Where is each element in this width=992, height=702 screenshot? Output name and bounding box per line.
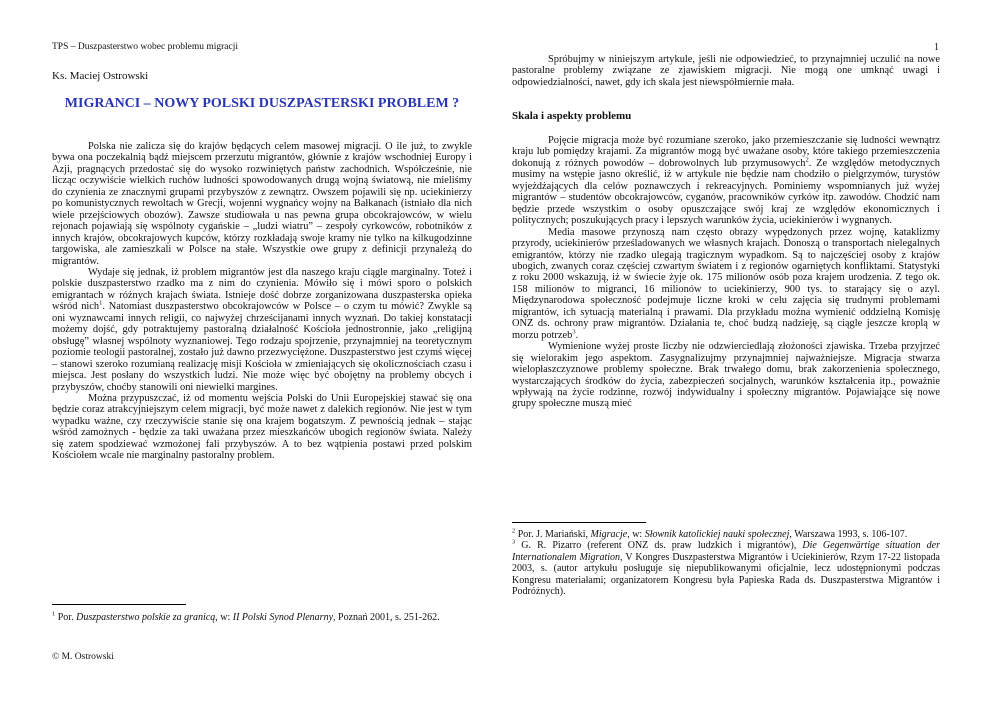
footnote-ref[interactable]: 1 bbox=[99, 299, 103, 307]
footnote-ref[interactable]: 2 bbox=[805, 156, 809, 164]
section-heading: Skala i aspekty problemu bbox=[512, 110, 632, 122]
text-run: . Natomiast duszpasterstwo obcokrajowców w Polsce – o czym tu mówić? Zwykle są oni wyznawcami innych religii, co najwyżej chrześcijanami innych wyznań. Do takiej konstatacji możemy dojść, gdy potraktujemy pastoralną działalność Kościoła jednostronnie, jako „religijną obsługę” własnej wspólnoty wyznaniowej. Tego rodzaju spojrzenie, przynajmniej na teoretycznym poziomie teologii pastoralnej, zostało już dawno przezwyciężone. Duszpasterstwo jest czymś więcej – stanowi szeroko rozumianą realizację misji Kościoła w zmieniających się okolicznościach czasu i miejsca. Jest posłany do wszystkich ludzi. Nie może więc być obojętny na problemy obcych i przybyszów, choćby stanowili oni niewielki margines. bbox=[52, 301, 472, 393]
footnote-text: Por. J. Mariański, bbox=[515, 529, 591, 540]
running-header: TPS – Duszpasterstwo wobec problemu migracji bbox=[52, 42, 239, 52]
text-run: . bbox=[575, 329, 579, 341]
footnote-italic: Die Gegenwärtige situation der Internationalem Migration bbox=[512, 540, 940, 563]
paragraph bbox=[512, 135, 940, 227]
left-body-text bbox=[52, 141, 472, 462]
footnote-divider bbox=[512, 522, 646, 523]
footnote-italic: Migracje bbox=[590, 529, 628, 540]
footnote-2 bbox=[512, 529, 940, 540]
intro-text bbox=[512, 54, 940, 88]
footnote-text: , Poznań 2001, s. 251-262. bbox=[333, 612, 440, 623]
footnote-text: G. R. Pizarro (referent ONZ ds. praw ludzkich i migrantów), bbox=[515, 540, 803, 552]
copyright-footer: © M. Ostrowski bbox=[52, 652, 114, 662]
footnote-number: 1 bbox=[52, 610, 56, 618]
paragraph: Można przypuszczać, iż od momentu wejścia Polski do Unii Europejskiej stawać się ona będzie coraz atrakcyjniejszym celem migracji, być może nawet z dalekich regionów. Nie jest w tym wypadku ważne, czy rzeczywiście stanie się ona krajem bogatszym. Z pewnością jednak – stając wśród zamożnych - będzie za taki uważana przez mieszkańców ubogich regionów świata. Należy się zatem spodziewać wzmożonej fali przybyszów. A to bez wątpienia postawi przed polskim Kościołem wcale nie marginalny pastoralny problem. bbox=[52, 392, 472, 462]
footnote-number: 2 bbox=[512, 527, 516, 535]
text-run: Media masowe przynoszą nam często obrazy wypędzonych przez wojnę, kataklizmy przyrody, uciekinierów prześladowanych we własnych krajach. Donoszą o transportach nielegalnych emigrantów, którzy nie rzadko ulegają tragicznym wypadkom. Są to najczęściej osoby z krajów ubogich, zwanych coraz częściej czwartym światem i z regionów ogarniętych konfliktami. Statystyki z roku 2000 wskazują, iż w świecie żyje ok. 175 milionów osób poza krajem urodzenia. Z tego ok. 158 milionów to migranci, 16 milionów to uciekinierzy, 900 tys. to starający się o azyl. Międzynarodowa społeczność podejmuje liczne kroki w celu zajęcia się trudnymi problemami migrantów, ich sytuacją materialną i prawami. Dla przykładu można wymienić oddzielną Komisję ONZ ds. ochrony praw migrantów. Działania te, choć budzą nadzieję, są ciągle jeszcze kroplą w morzu potrzeb bbox=[512, 226, 940, 341]
paragraph: Polska nie zalicza się do krajów będących celem masowej migracji. O ile już, to zwykle bywa ona poczekalnią bądź miejscem przerzutu migrantów, głównie z krajów wschodniej Europy i Azji, pragnących przedostać się do wysoko rozwiniętych państw zachodnich. Współcześnie, nie licząc oczywiście wielkich ruchów ludności spowodowanych drugą wojną światową, nie mieliśmy do czynienia ze znacznymi grupami przybyszów z zewnątrz. Owszem pojawili się np. uciekinierzy po komunistycznych rewoltach w Grecji, wojenni wygnańcy wojny na Bałkanach (istniało dla nich wiele przejściowych obozów). Zawsze studiowała u nas pewna grupa obcokrajowców, w wielu rejonach pojawiają się wspólnoty cygańskie – „ludzi wiatru” – zespoły cyrkowców, robotników z innych krajów, obcokrajowych kupców, którzy rozkładają swoje kramy nie tylko na kilkugodzinne targowiska, ale zamieszkali w Polsce na stałe. Wszystkie owe grupy z definicji przynależą do migrantów. bbox=[52, 141, 472, 267]
footnote-3 bbox=[512, 540, 940, 597]
footnotes-right bbox=[512, 529, 940, 597]
footnote-text: , Warszawa 1993, s. 106-107. bbox=[789, 529, 908, 540]
paragraph: Wymienione wyżej proste liczby nie odzwierciedlają złożoności zjawiska. Trzeba przyjrzeć się wielorakim jego aspektom. Zasygnalizujmy przynajmniej najważniejsze. Migracja stwarza wielopłaszczyznowe problemy społeczne. Brak trwałego domu, brak zakorzenienia społecznego, wystarczających środków do życia, zabezpieczeń socjalnych, warunków kształcenia itp., poważnie wpływają na życie rodzinne, rozwój indywidualny i społeczny migrantów. Pojawiające się nowe grupy społeczne muszą mieć bbox=[512, 341, 940, 410]
paragraph: Spróbujmy w niniejszym artykule, jeśli nie odpowiedzieć, to przynajmniej uczulić na nowe pastoralne problemy związane ze zjawiskiem migracji. Nie mogą one umknąć uwagi i odpowiedzialności, nawet, gdy ich skala jest niewspółmiernie mała. bbox=[512, 54, 940, 88]
footnote-number: 3 bbox=[512, 539, 516, 547]
author-name: Ks. Maciej Ostrowski bbox=[52, 70, 149, 82]
footnote-ref[interactable]: 3 bbox=[572, 328, 576, 336]
footnote-italic: Słownik katolickiej nauki społecznej bbox=[644, 529, 790, 540]
page-number: 1 bbox=[934, 42, 939, 53]
footnote-divider bbox=[52, 604, 186, 605]
article-title: MIGRANCI – NOWY POLSKI DUSZPASTERSKI PROBLEM ? bbox=[64, 96, 460, 111]
footnote-italic: II Polski Synod Plenarny bbox=[232, 612, 334, 623]
footnote-text: , w: bbox=[627, 529, 645, 540]
text-run: Wydaje się jednak, iż problem migrantów jest dla naszego kraju ciągle marginalny. Toteż i polskie duszpasterstwo rzadko ma z nim do czynienia. Mówiło się i mówi sporo o polskich emigrantach w różnych krajach świata. Istnieje dość dobrze zorganizowana duszpasterska opieka wśród nich bbox=[52, 266, 472, 313]
paragraph bbox=[52, 267, 472, 393]
right-body-text bbox=[512, 135, 940, 410]
paragraph bbox=[512, 227, 940, 342]
footnote-text: , w: bbox=[215, 612, 233, 623]
footnote-italic: Duszpasterstwo polskie za granicą bbox=[76, 612, 216, 623]
footnote-text: Por. bbox=[55, 612, 77, 623]
footnote-text: , V Kongres Duszpasterstwa Migrantów i Uciekinierów, Rzym 17-22 listopada 2003, s. (autor artykułu posługuje się niepublikowanymi oficjalnie, lecz udostępnionymi podczas Kongresu materiałami; organizatorem Kongresu była Papieska Rada ds. Duszpasterstwa Migrantów i Podróżnych). bbox=[512, 551, 940, 598]
footnote-1 bbox=[52, 612, 472, 623]
text-run: . Ze względów metodycznych musimy na wstępie jasno określić, iż w artykule nie będzie nam chodziło o pielgrzymów, turystów wyjeżdżających dla celów poznawczych i rekreacyjnych. Pominiemy wspomnianych już wyżej migrantów – studentów obcokrajowców, cyganów, pracowników cyrków itp. zawodów. Chodzić nam będzie przede wszystkim o osoby opuszczające swój kraj ze względów ekonomicznych i politycznych; poszukujących pracy i lepszych warunków życia, uciekinierów i wygnanych. bbox=[512, 157, 940, 227]
text-run: Pojęcie migracja może być rozumiane szeroko, jako przemieszczanie się ludności wewnątrz kraju lub pomiędzy krajami. Za migrantów mogą być uważane osoby, które takiego przemieszczenia dokonują z różnych powodów – dobrowolnych lub przymusowych bbox=[512, 135, 940, 169]
